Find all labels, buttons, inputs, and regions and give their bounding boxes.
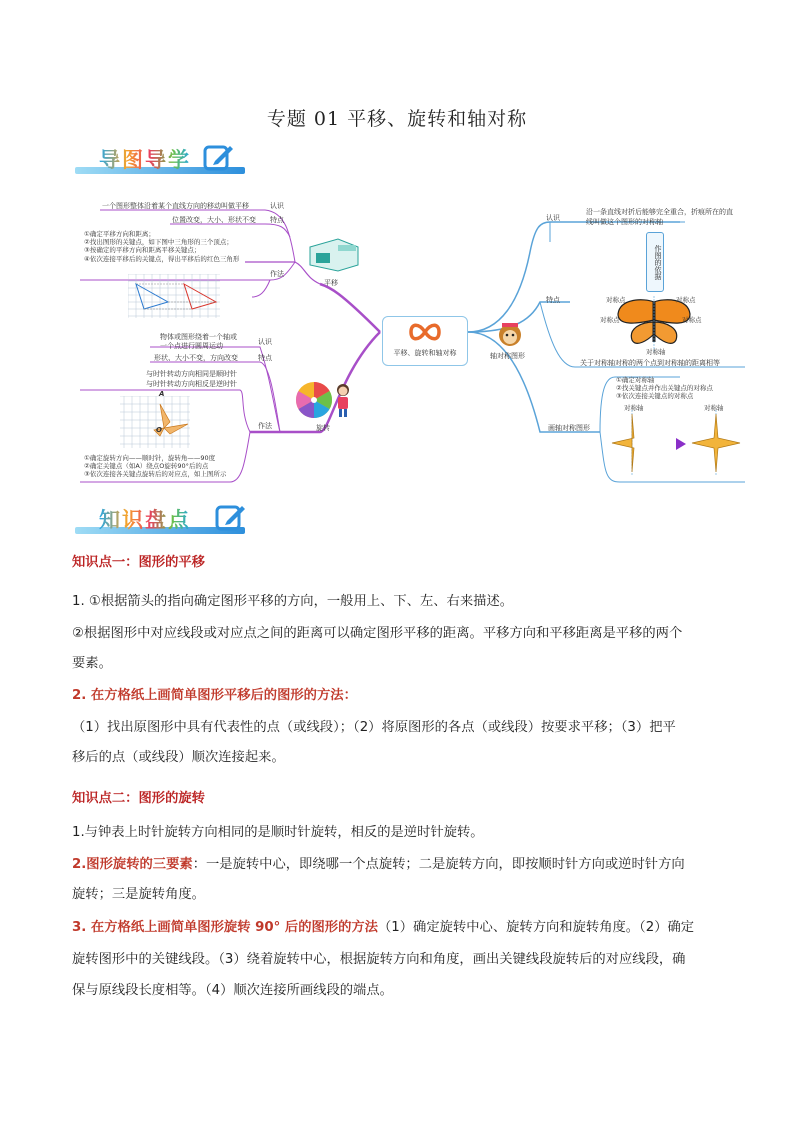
kp2-paragraph: 1.与钟表上时针旋转方向相同的是顺时针旋转，相反的是逆时针旋转。 [72,825,484,840]
axis-small-label: 对称轴 [704,404,724,412]
axis-renshi-tag: 认识 [546,214,560,222]
translation-step: ②找出图形的关键点，如下图中三角形的三个顶点； [84,238,233,247]
kp1-paragraph: 要素。 [72,656,112,671]
axis-steps [616,376,713,401]
sym-point-label: 对称点 [682,316,702,324]
rotation-steps [84,454,226,479]
edit-icon [203,142,235,172]
infinity-icon [409,321,441,343]
rotation-label: 旋转 [316,424,330,432]
rotation-grid [120,396,190,448]
translation-tedian-tag: 特点 [270,216,284,224]
kp2-subheading: 3. 在方格纸上画简单图形旋转 90° 后的图形的方法 [72,920,378,935]
monkey-icon [496,320,524,348]
axis-renshi-line: 线叫做这个图形的对称轴 [586,218,663,226]
child-figure-icon [332,382,354,418]
banner-title: 知识盘点 [99,504,191,534]
kp1-paragraph: 1. ①根据箭头的指向确定图形平移的方向，一般用上、下、左、右来描述。 [72,594,514,609]
kp2-heading: 知识点二：图形的旋转 [72,791,205,806]
rotation-direction-line: 与时针转动方向相同是顺时针 [146,370,237,378]
translation-renshi-text: 一个图形整体沿着某个直线方向的移动叫做平移 [102,202,249,210]
rotation-renshi-line: 一个点进行圆周运动 [160,342,223,350]
translation-zuofa-tag: 作法 [270,270,284,278]
rotation-tedian-text: 形状、大小不变，方向改变 [154,354,238,362]
kp2-paragraph: 旋转；三是旋转角度。 [72,887,205,902]
rotation-step: ②确定关键点（如A）绕点O旋转90°后的点 [84,462,209,471]
axis-tedian-text: 关于对称轴对称的两个点到对称轴的距离相等 [580,359,720,367]
axis-small-label: 对称轴 [624,404,644,412]
map-banner [75,140,255,174]
axis-label: 轴对称图形 [490,352,525,360]
kp1-paragraph: 移后的点（或线段）顺次连接起来。 [72,750,285,765]
symmetric-stars [608,410,748,476]
axis-step: ②找关键点并作出关键点的对称点 [616,384,713,393]
kp1-subheading: 2. 在方格纸上画简单图形平移后的图形的方法： [72,688,357,703]
translation-step: ①确定平移方向和距离； [84,230,155,238]
kp2-paragraph: 旋转图形中的关键线段。（3）绕着旋转中心，根据旋转方向和角度，画出关键线段旋转后的对应线段，确 [72,952,686,967]
axis-step: ③依次连接关键点的对称点 [616,392,694,401]
sym-point-label: 对称点 [676,296,696,304]
page-title: 专题 01 平移、旋转和轴对称 [266,108,528,130]
kp1-heading: 知识点一：图形的平移 [72,555,205,570]
axis-huafa-tag: 画轴对称图形 [548,424,590,432]
translation-renshi-tag: 认识 [270,202,284,210]
kp2-text: （1）确定旋转中心、旋转方向和旋转角度。（2）确定 [377,920,695,935]
center-node [382,316,468,366]
translation-label: 平移 [324,279,338,287]
sym-point-label: 对称点 [600,316,620,324]
kp1-paragraph: ②根据图形中对应线段或对应点之间的距离可以确定图形平移的距离。平移方向和平移距离是平移的两个 [72,626,683,641]
kp1-paragraph: （1）找出原图形中具有代表性的点（或线段）；（2）将原图形的各点（或线段）按要求平移；（3）把平 [72,720,676,735]
banner-title: 导图导学 [99,144,191,174]
points-banner [75,500,255,534]
edit-icon [215,502,247,532]
kp2-subheading: 2.图形旋转的三要素 [72,857,193,872]
kp2-paragraph [72,913,732,943]
kp2-text: ：一是旋转中心，即绕哪一个点旋转；二是旋转方向，即按顺时针方向或逆时针方向 [192,857,685,872]
kp2-paragraph: 保与原线段长度相等。（4）顺次连接所画线段的端点。 [72,983,393,998]
mind-map [80,192,760,492]
rotation-axis-a: A [159,390,165,398]
rotation-renshi-line: 物体或图形绕着一个轴或 [160,333,237,341]
axis-renshi-line: 沿一条直线对折后能够完全重合，折痕所在的直 [586,208,733,216]
rotation-tedian-tag: 特点 [258,354,272,362]
rotation-direction-line: 与时针转动方向相反是逆时针 [146,380,237,388]
translation-step: ③按确定的平移方向和距离平移关键点； [84,246,201,255]
axis-step: ①确定对称轴 [616,376,655,384]
sym-axis-label: 对称轴 [646,348,666,356]
rotation-renshi-tag: 认识 [258,338,272,346]
translation-tedian-text: 位置改变，大小、形状不变 [172,216,256,224]
rotation-zuofa-tag: 作法 [258,422,272,430]
rotation-step: ③依次连接各关键点旋转后的对应点，如上图所示 [84,470,227,479]
translation-steps [84,230,239,263]
sym-point-label: 对称点 [606,296,626,304]
axis-vertical-box: 作图的依据 [646,232,664,292]
translation-grid [128,274,220,318]
translation-step: ④依次连接平移后的关键点，得出平移后的红色三角形 [84,254,240,263]
translation-illustration [308,237,360,272]
axis-tedian-tag: 特点 [546,296,560,304]
rotation-step: ①确定旋转方向——顺时针，旋转角——90度 [84,454,216,462]
color-wheel-icon [294,380,334,420]
rotation-axis-o: O [156,426,162,434]
kp2-paragraph [72,850,732,880]
center-label: 平移、旋转和轴对称 [393,349,457,357]
